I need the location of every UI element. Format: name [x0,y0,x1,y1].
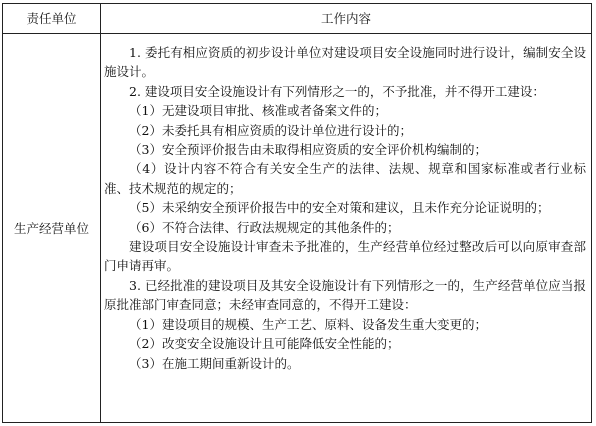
unit-label: 生产经营单位 [13,221,89,236]
content-paragraph: 建设项目安全设施设计审查未予批准的，生产经营单位经过整改后可以向原审查部门申请再审。 [104,239,586,274]
content-paragraph: （2）未委托具有相应资质的设计单位进行设计的； [129,122,412,138]
header-responsible-unit: 责任单位 [26,11,77,26]
content-paragraph: 1. 委托有相应资质的初步设计单位对建设项目安全设施同时进行设计，编制安全设施设计。 [104,45,586,80]
content-paragraph: （4）设计内容不符合有关安全生产的法律、法规、规章和国家标准或者行业标准、技术规范的规定的； [104,161,586,196]
content-paragraph: （5）未采纳安全预评价报告中的安全对策和建议，且未作充分论证说明的； [129,200,550,216]
content-paragraph: （3）在施工期间重新设计的。 [129,355,300,371]
content-paragraph: （6）不符合法律、行政法规规定的其他条件的； [129,219,400,235]
content-paragraph: 2. 建设项目安全设施设计有下列情形之一的，不予批准，并不得开工建设： [129,83,545,99]
content-paragraph: （1）建设项目的规模、生产工艺、原料、设备发生重大变更的； [129,316,487,332]
cell-responsible-unit [3,34,100,422]
cell-work-content [104,43,586,373]
column-divider [100,4,101,422]
content-paragraph: （1）无建设项目审批、核准或者备案文件的； [129,103,387,119]
content-paragraph: （3）安全预评价报告由未取得相应资质的安全评价机构编制的； [129,142,487,158]
content-paragraph: 3. 已经批准的建设项目及其安全设施设计有下列情形之一的，生产经营单位应当报原批准部门审查同意；未经审查同意的，不得开工建设： [104,277,586,313]
table-header-row [3,4,591,34]
header-work-content: 工作内容 [320,11,371,26]
content-paragraph: （2）改变安全设施设计且可能降低安全性能的； [129,336,400,352]
